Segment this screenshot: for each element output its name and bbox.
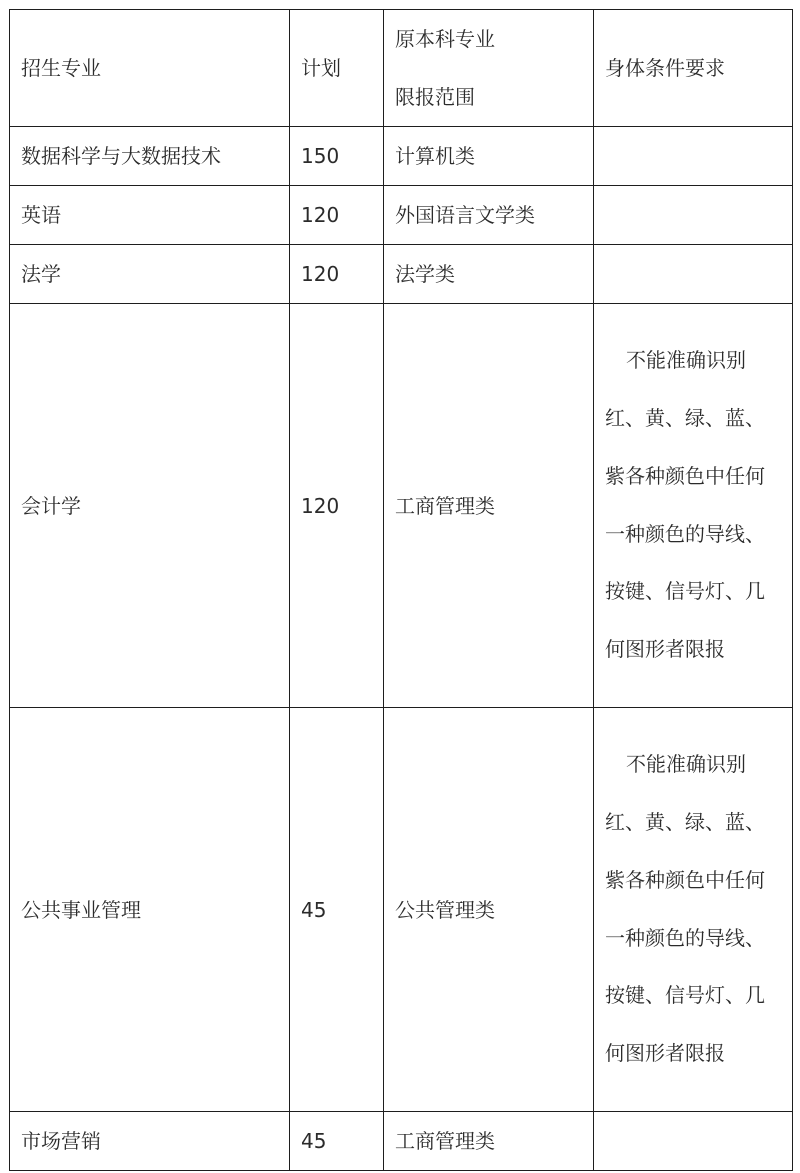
cell-range: 计算机类 [384,127,594,186]
cell-plan: 120 [290,186,384,245]
cell-plan: 45 [290,708,384,1112]
cell-requirement [594,304,793,708]
header-plan: 计划 [290,10,384,127]
table-row [10,708,793,1112]
cell-range: 法学类 [384,245,594,304]
header-row [10,10,793,127]
cell-plan: 45 [290,1112,384,1171]
cell-plan: 150 [290,127,384,186]
cell-major: 公共事业管理 [10,708,290,1112]
header-range-line1: 原本科专业 [395,27,495,51]
cell-plan: 120 [290,304,384,708]
cell-range: 工商管理类 [384,304,594,708]
cell-range: 公共管理类 [384,708,594,1112]
table-row [10,127,793,186]
admission-table [9,9,793,1171]
cell-major: 会计学 [10,304,290,708]
table-row [10,186,793,245]
requirement-first-line: 不能准确识别 [626,348,746,373]
requirement-rest: 红、黄、绿、蓝、紫各种颜色中任何一种颜色的导线、按键、信号灯、几何图形者限报 [605,809,765,1066]
requirement-first-line: 不能准确识别 [626,752,746,777]
cell-requirement [594,245,793,304]
table-row [10,1112,793,1171]
cell-major: 数据科学与大数据技术 [10,127,290,186]
requirement-rest: 红、黄、绿、蓝、紫各种颜色中任何一种颜色的导线、按键、信号灯、几何图形者限报 [605,405,765,662]
cell-plan: 120 [290,245,384,304]
cell-requirement [594,127,793,186]
cell-major: 英语 [10,186,290,245]
cell-requirement [594,1112,793,1171]
cell-range: 工商管理类 [384,1112,594,1171]
table-row [10,304,793,708]
header-range-line2: 限报范围 [395,85,475,109]
cell-major: 市场营销 [10,1112,290,1171]
cell-major: 法学 [10,245,290,304]
cell-range: 外国语言文学类 [384,186,594,245]
header-range [384,10,594,127]
header-requirement: 身体条件要求 [594,10,793,127]
cell-requirement [594,708,793,1112]
table-row [10,245,793,304]
cell-requirement [594,186,793,245]
header-major: 招生专业 [10,10,290,127]
